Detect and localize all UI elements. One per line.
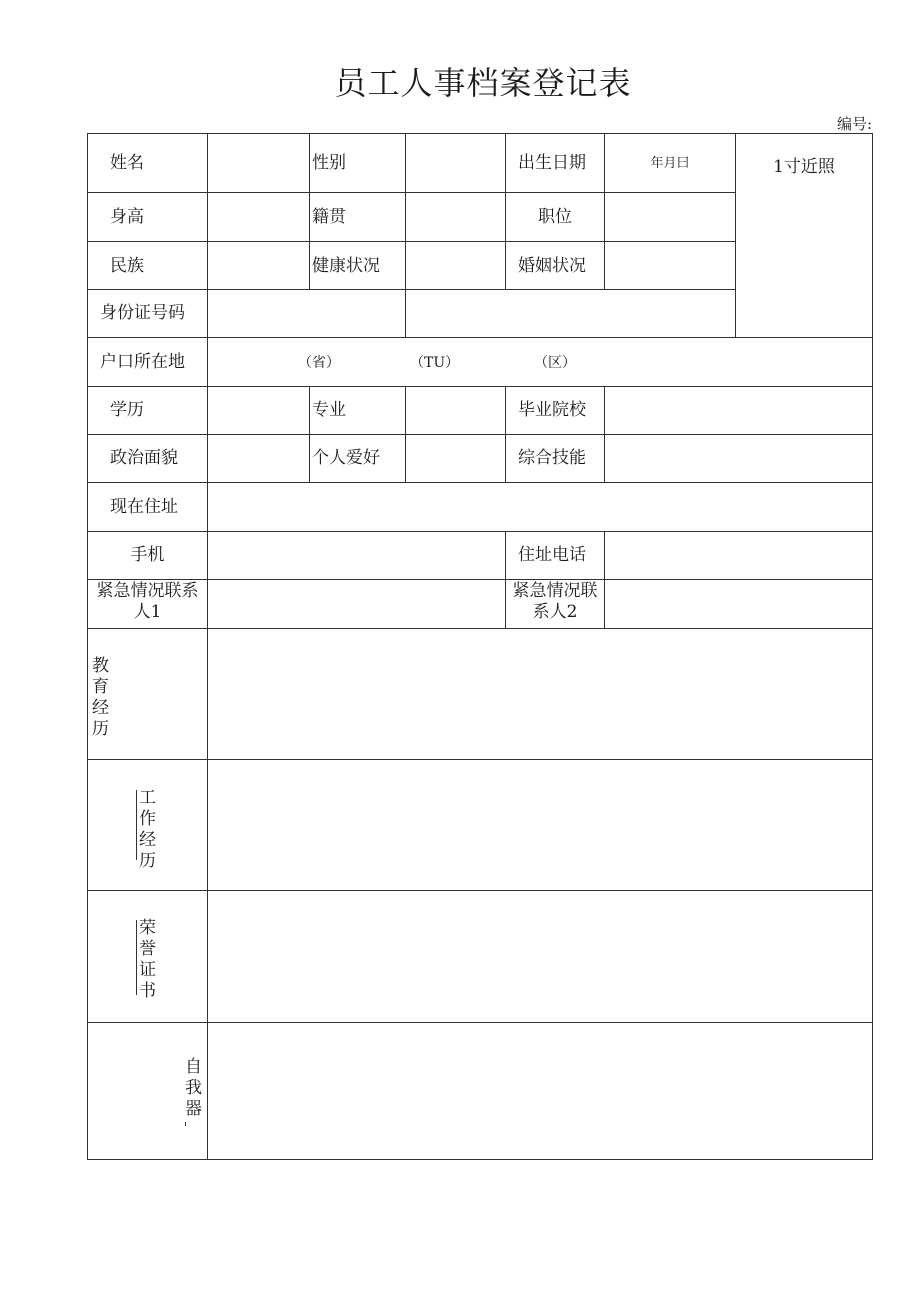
- health-field[interactable]: [406, 242, 505, 289]
- serial-number-label: 编号:: [836, 115, 872, 133]
- grid-line: [872, 133, 873, 1160]
- birth-date-label: 出生日期: [518, 153, 586, 173]
- height-field[interactable]: [208, 193, 309, 241]
- grid-line: [505, 386, 506, 482]
- position-label: 职位: [538, 207, 572, 227]
- self-evaluation-label: 自我器: [185, 1057, 202, 1119]
- major-label: 专业: [312, 400, 346, 420]
- hobby-label: 个人爱好: [312, 448, 380, 468]
- honors-label: 荣誉证书: [139, 918, 156, 1001]
- political-label: 政治面貌: [110, 448, 178, 468]
- education-field[interactable]: [208, 387, 309, 434]
- grid-line: [309, 133, 310, 241]
- id-number-field[interactable]: [208, 290, 735, 337]
- household-label: 户口所在地: [100, 352, 185, 372]
- birth-date-field[interactable]: 年月曰: [650, 156, 690, 171]
- district-field[interactable]: （区）: [534, 355, 576, 371]
- health-label: 健康状况: [312, 256, 380, 276]
- work-history-field[interactable]: [208, 760, 872, 890]
- ethnicity-field[interactable]: [208, 242, 309, 289]
- self-evaluation-field[interactable]: [208, 1023, 872, 1159]
- grid-line: [87, 337, 873, 338]
- ethnicity-label: 民族: [110, 256, 144, 276]
- emergency-contact-2-label: 紧急情况联系人2: [512, 581, 598, 622]
- address-field[interactable]: [208, 483, 872, 531]
- name-label: 姓名: [110, 153, 144, 173]
- mobile-label: 手机: [130, 545, 165, 565]
- label-bracket: [136, 920, 137, 995]
- school-field[interactable]: [605, 387, 872, 434]
- native-place-field[interactable]: [406, 193, 505, 241]
- skills-field[interactable]: [605, 435, 872, 482]
- honors-field[interactable]: [208, 891, 872, 1022]
- grid-line: [87, 1159, 873, 1160]
- work-history-label: 工作经历: [139, 788, 156, 871]
- education-label: 学历: [110, 400, 144, 420]
- home-phone-field[interactable]: [605, 532, 872, 579]
- major-field[interactable]: [406, 387, 505, 434]
- hobby-field[interactable]: [406, 435, 505, 482]
- grid-line: [309, 386, 310, 482]
- political-field[interactable]: [208, 435, 309, 482]
- photo-box[interactable]: 1寸近照: [773, 157, 835, 177]
- emergency-contact-2-field[interactable]: [605, 580, 872, 628]
- mobile-field[interactable]: [208, 532, 505, 579]
- province-field[interactable]: （省）: [298, 355, 340, 371]
- grid-line: [87, 133, 88, 1160]
- marital-field[interactable]: [605, 242, 735, 289]
- id-number-label: 身份证号码: [100, 303, 185, 323]
- native-place-label: 籍贯: [312, 207, 346, 227]
- height-label: 身高: [110, 207, 144, 227]
- address-label: 现在住址: [110, 497, 178, 517]
- name-field[interactable]: [208, 134, 309, 192]
- city-field[interactable]: （TU）: [410, 355, 460, 371]
- education-history-field[interactable]: [208, 629, 872, 759]
- gender-label: 性别: [312, 153, 346, 173]
- home-phone-label: 住址电话: [518, 545, 586, 565]
- form-title: 员工人事档案登记表: [334, 64, 632, 102]
- label-bracket: [136, 790, 137, 860]
- emergency-contact-1-label: 紧急情况联系人1: [96, 581, 199, 622]
- emergency-contact-1-field[interactable]: [208, 580, 505, 628]
- school-label: 毕业院校: [518, 400, 586, 420]
- skills-label: 综合技能: [518, 448, 586, 468]
- marital-label: 婚姻状况: [518, 256, 586, 276]
- position-field[interactable]: [605, 193, 735, 241]
- gender-field[interactable]: [406, 134, 505, 192]
- grid-line: [309, 241, 310, 289]
- label-mark: [185, 1122, 186, 1126]
- education-history-label: 教育经历: [92, 656, 109, 739]
